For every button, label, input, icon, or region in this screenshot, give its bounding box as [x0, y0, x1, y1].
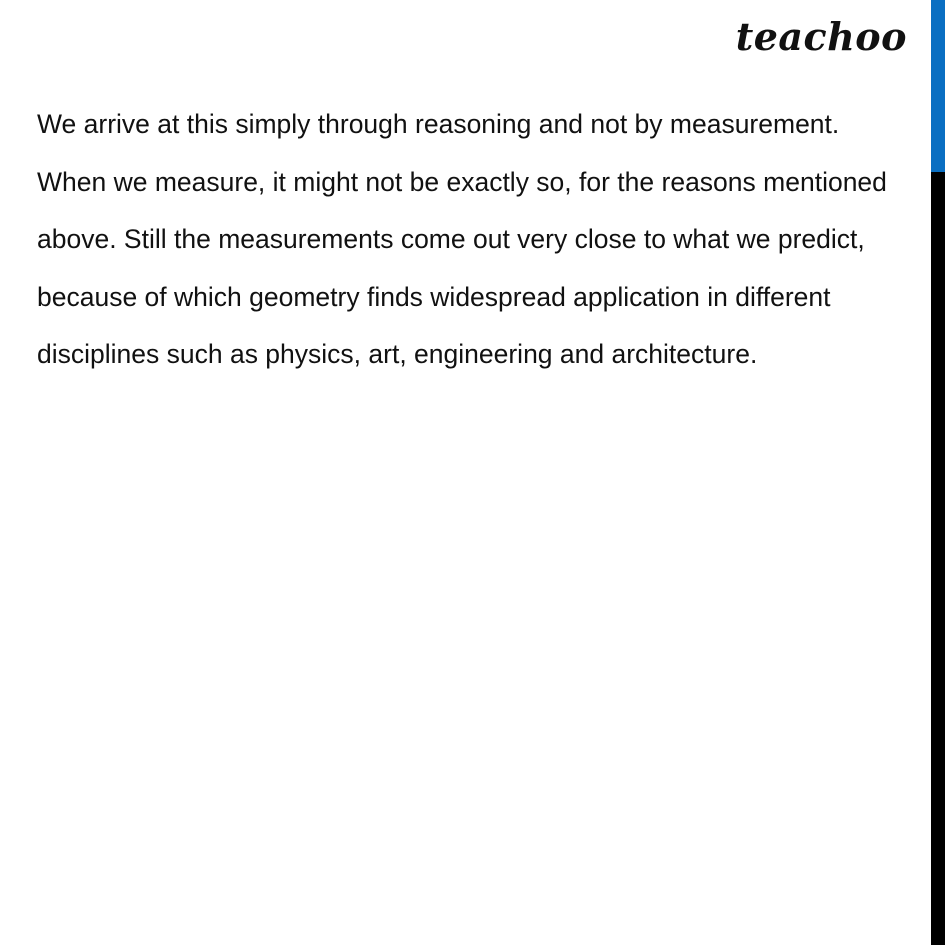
body-paragraph: We arrive at this simply through reasoning and not by measurement. When we measure, it might not be exactly so, for the reasons mentioned above. Still the measurements come out very close to what we predict, because of which geometry finds widespread application in different disciplines such as physics, art, engineering and architecture. — [37, 109, 887, 369]
teachoo-logo: teachoo — [735, 14, 907, 59]
side-bar-accent — [931, 0, 945, 172]
